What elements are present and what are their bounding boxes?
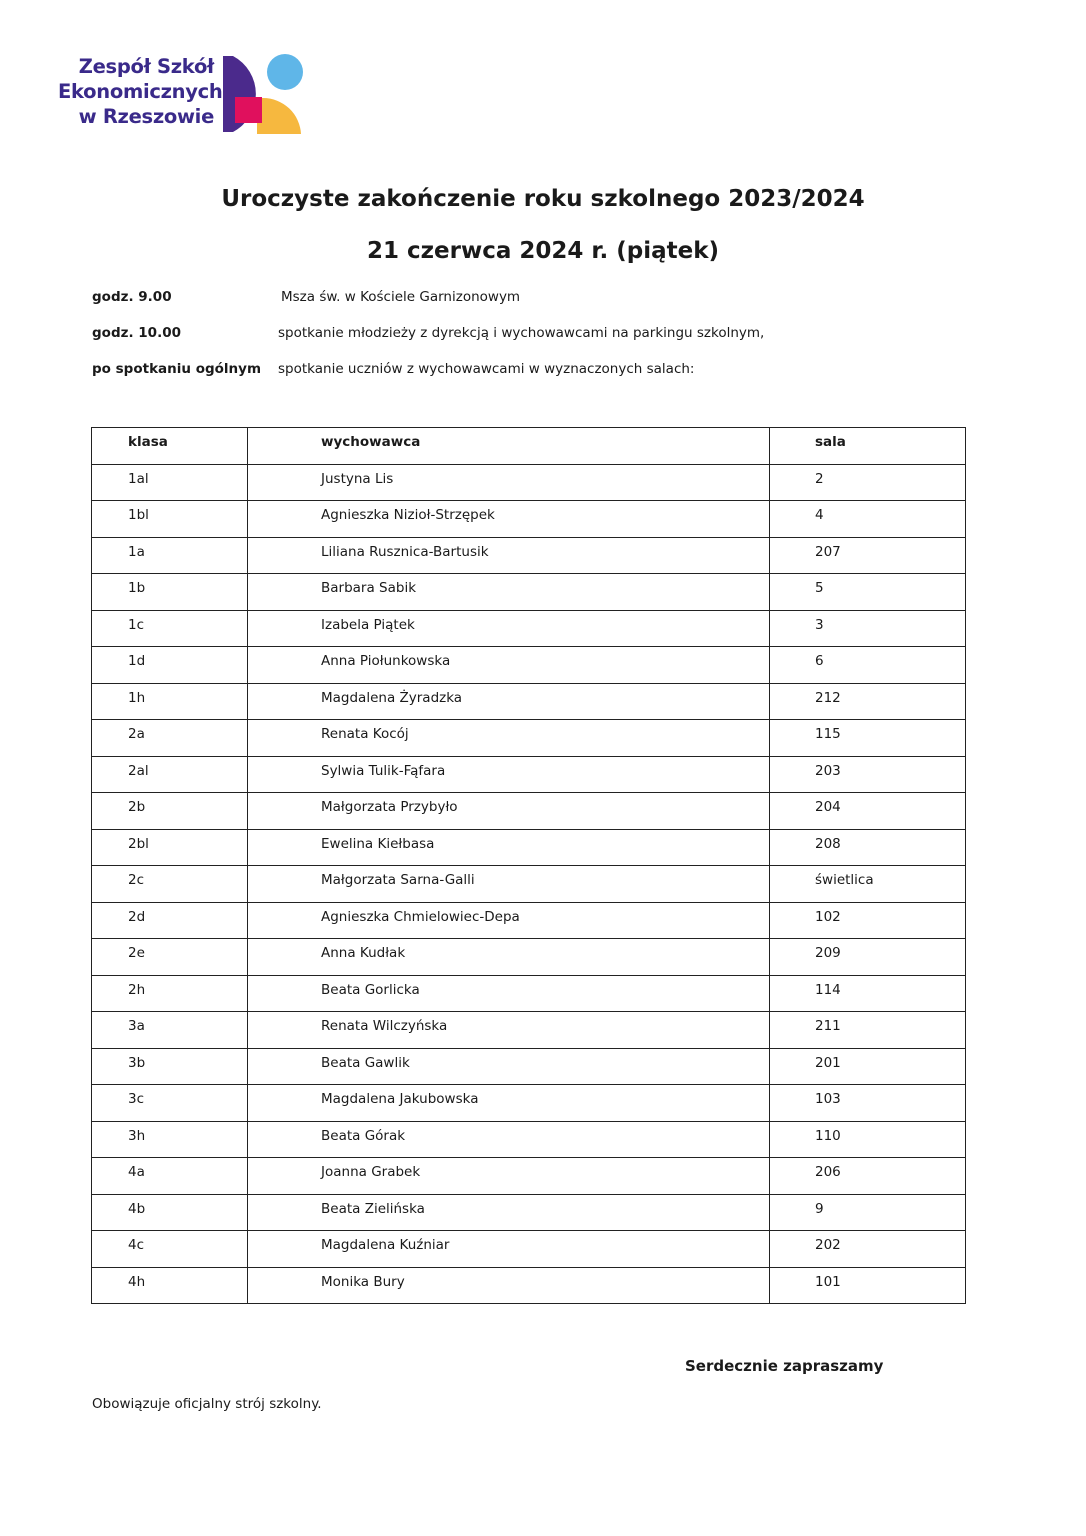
table-row xyxy=(92,537,966,574)
class-cell: 1h xyxy=(92,683,248,720)
table-row xyxy=(92,1231,966,1268)
room-cell: 2 xyxy=(770,464,966,501)
teacher-cell: Beata Gawlik xyxy=(248,1048,770,1085)
table-row xyxy=(92,610,966,647)
class-cell: 1c xyxy=(92,610,248,647)
teacher-cell: Agnieszka Chmielowiec-Depa xyxy=(248,902,770,939)
table-row xyxy=(92,1012,966,1049)
teacher-cell: Magdalena Jakubowska xyxy=(248,1085,770,1122)
table-row xyxy=(92,829,966,866)
teacher-cell: Beata Gorlicka xyxy=(248,975,770,1012)
class-cell: 1a xyxy=(92,537,248,574)
dress-code-note: Obowiązuje oficjalny strój szkolny. xyxy=(92,1396,322,1412)
table-row xyxy=(92,1048,966,1085)
class-cell: 2h xyxy=(92,975,248,1012)
teacher-cell: Anna Piołunkowska xyxy=(248,647,770,684)
table-header-row xyxy=(92,428,966,465)
room-cell: 211 xyxy=(770,1012,966,1049)
room-cell: 202 xyxy=(770,1231,966,1268)
teacher-cell: Magdalena Kuźniar xyxy=(248,1231,770,1268)
class-cell: 3c xyxy=(92,1085,248,1122)
class-cell: 2c xyxy=(92,866,248,903)
room-cell: 201 xyxy=(770,1048,966,1085)
class-cell: 3a xyxy=(92,1012,248,1049)
class-cell: 4h xyxy=(92,1267,248,1304)
table-row xyxy=(92,1194,966,1231)
room-cell: 3 xyxy=(770,610,966,647)
page-title: Uroczyste zakończenie roku szkolnego 2023/2024 xyxy=(221,186,865,212)
class-cell: 2al xyxy=(92,756,248,793)
room-cell: 115 xyxy=(770,720,966,757)
table-row xyxy=(92,683,966,720)
room-cell: 6 xyxy=(770,647,966,684)
room-cell: 206 xyxy=(770,1158,966,1195)
logo-text xyxy=(58,54,223,129)
class-cell: 4c xyxy=(92,1231,248,1268)
teacher-cell: Sylwia Tulik-Fąfara xyxy=(248,756,770,793)
class-cell: 1bl xyxy=(92,501,248,538)
room-cell: 102 xyxy=(770,902,966,939)
logo-line-2: Ekonomicznych xyxy=(58,80,223,103)
table-row xyxy=(92,939,966,976)
event-date: 21 czerwca 2024 r. (piątek) xyxy=(367,238,719,264)
logo-line-1: Zespół Szkół xyxy=(78,55,214,78)
table-row xyxy=(92,793,966,830)
schedule-time: godz. 9.00 xyxy=(92,289,172,305)
schedule-text: spotkanie uczniów z wychowawcami w wyznaczonych salach: xyxy=(278,361,695,377)
logo-graphic-icon xyxy=(223,52,305,136)
teacher-cell: Małgorzata Przybyło xyxy=(248,793,770,830)
header-wychowawca: wychowawca xyxy=(248,428,770,465)
table-body xyxy=(92,464,966,1304)
room-cell: 114 xyxy=(770,975,966,1012)
class-cell: 2a xyxy=(92,720,248,757)
table-row xyxy=(92,902,966,939)
teacher-cell: Izabela Piątek xyxy=(248,610,770,647)
teacher-cell: Agnieszka Nizioł-Strzępek xyxy=(248,501,770,538)
room-cell: 203 xyxy=(770,756,966,793)
teacher-cell: Magdalena Żyradzka xyxy=(248,683,770,720)
room-cell: 208 xyxy=(770,829,966,866)
class-cell: 2d xyxy=(92,902,248,939)
class-cell: 3b xyxy=(92,1048,248,1085)
teacher-cell: Anna Kudłak xyxy=(248,939,770,976)
class-cell: 2bl xyxy=(92,829,248,866)
class-cell: 4a xyxy=(92,1158,248,1195)
logo-line-3: w Rzeszowie xyxy=(78,105,214,128)
header-sala: sala xyxy=(770,428,966,465)
class-cell: 2e xyxy=(92,939,248,976)
schedule-text: spotkanie młodzieży z dyrekcją i wychowawcami na parkingu szkolnym, xyxy=(278,325,765,341)
class-cell: 4b xyxy=(92,1194,248,1231)
class-cell: 1b xyxy=(92,574,248,611)
class-cell: 3h xyxy=(92,1121,248,1158)
class-cell: 2b xyxy=(92,793,248,830)
teacher-cell: Beata Zielińska xyxy=(248,1194,770,1231)
table-row xyxy=(92,1158,966,1195)
class-cell: 1d xyxy=(92,647,248,684)
schedule-time: po spotkaniu ogólnym xyxy=(92,361,262,377)
table-row xyxy=(92,866,966,903)
teacher-cell: Monika Bury xyxy=(248,1267,770,1304)
teacher-cell: Barbara Sabik xyxy=(248,574,770,611)
table-row xyxy=(92,647,966,684)
school-logo xyxy=(58,52,308,138)
room-cell: 204 xyxy=(770,793,966,830)
table-row xyxy=(92,756,966,793)
table-row xyxy=(92,1267,966,1304)
room-cell: 9 xyxy=(770,1194,966,1231)
table-row xyxy=(92,1085,966,1122)
room-cell: świetlica xyxy=(770,866,966,903)
room-cell: 5 xyxy=(770,574,966,611)
room-cell: 103 xyxy=(770,1085,966,1122)
class-rooms-table xyxy=(91,427,966,1304)
teacher-cell: Małgorzata Sarna-Galli xyxy=(248,866,770,903)
room-cell: 4 xyxy=(770,501,966,538)
table-row xyxy=(92,501,966,538)
teacher-cell: Renata Kocój xyxy=(248,720,770,757)
table-row xyxy=(92,464,966,501)
table-row xyxy=(92,975,966,1012)
table-row xyxy=(92,574,966,611)
teacher-cell: Justyna Lis xyxy=(248,464,770,501)
teacher-cell: Ewelina Kiełbasa xyxy=(248,829,770,866)
room-cell: 110 xyxy=(770,1121,966,1158)
teacher-cell: Liliana Rusznica-Bartusik xyxy=(248,537,770,574)
teacher-cell: Renata Wilczyńska xyxy=(248,1012,770,1049)
class-cell: 1al xyxy=(92,464,248,501)
schedule-time: godz. 10.00 xyxy=(92,325,181,341)
room-cell: 212 xyxy=(770,683,966,720)
table-row xyxy=(92,720,966,757)
teacher-cell: Beata Górak xyxy=(248,1121,770,1158)
invitation-text: Serdecznie zapraszamy xyxy=(685,1357,884,1375)
table-row xyxy=(92,1121,966,1158)
room-cell: 207 xyxy=(770,537,966,574)
header-klasa: klasa xyxy=(92,428,248,465)
teacher-cell: Joanna Grabek xyxy=(248,1158,770,1195)
room-cell: 101 xyxy=(770,1267,966,1304)
room-cell: 209 xyxy=(770,939,966,976)
schedule-text: Msza św. w Kościele Garnizonowym xyxy=(281,289,521,305)
